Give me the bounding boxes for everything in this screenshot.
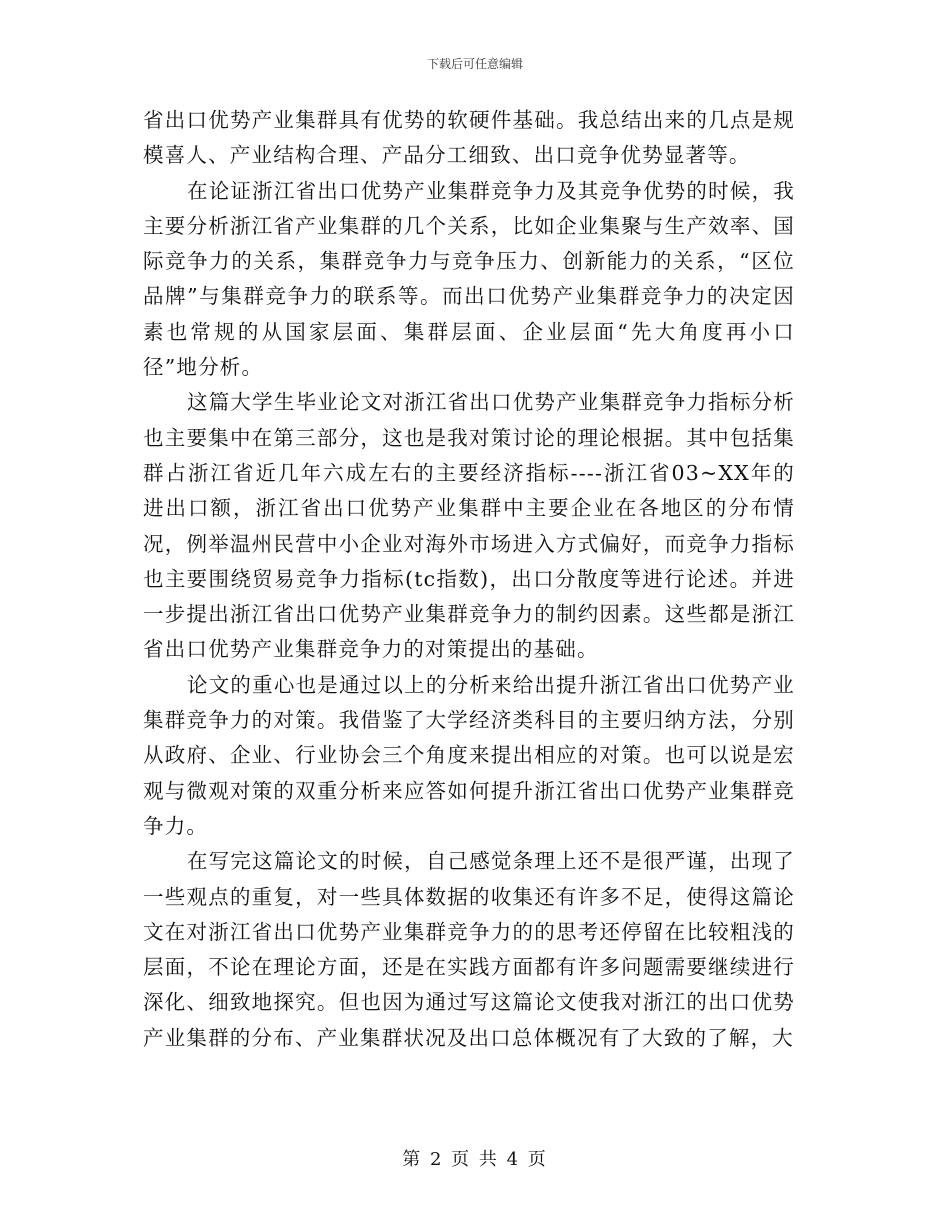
page-number: 第 2 页 共 4 页	[402, 1149, 548, 1170]
body-text	[143, 103, 795, 1056]
paragraph-4: 论文的重心也是通过以上的分析来给出提升浙江省出口优势产业集群竞争力的对策。我借鉴了大学经济类科目的主要归纳方法，分别从政府、企业、行业协会三个角度来提出相应的对策。也可以说是宏观与微观对策的双重分析来应答如何提升浙江省出口优势产业集群竞争力。	[143, 672, 795, 838]
paragraph-5: 在写完这篇论文的时候，自己感觉条理上还不是很严谨，出现了一些观点的重复，对一些具体数据的收集还有许多不足，使得这篇论文在对浙江省出口优势产业集群竞争力的的思考还停留在比较粗浅的层面，不论在理论方面，还是在实践方面都有许多问题需要继续进行深化、细致地探究。但也因为通过写这篇论文使我对浙江的出口优势产业集群的分布、产业集群状况及出口总体概况有了大致的了解，大	[143, 849, 795, 1050]
paragraph-3: 这篇大学生毕业论文对浙江省出口优势产业集群竞争力指标分析也主要集中在第三部分，这也是我对策讨论的理论根据。其中包括集群占浙江省近几年六成左右的主要经济指标----浙江省03~XX年的进出口额，浙江省出口优势产业集群中主要企业在各地区的分布情况，例举温州民营中小企业对海外市场进入方式偏好，而竞争力指标也主要围绕贸易竞争力指标(tc指数)，出口分散度等进行论述。并进一步提出浙江省出口优势产业集群竞争力的制约因素。这些都是浙江省出口优势产业集群竞争力的对策提出的基础。	[143, 390, 795, 662]
paragraph-1: 省出口优势产业集群具有优势的软硬件基础。我总结出来的几点是规模喜人、产业结构合理、产品分工细致、出口竞争优势显著等。	[143, 108, 795, 168]
paragraph-2: 在论证浙江省出口优势产业集群竞争力及其竞争优势的时候，我主要分析浙江省产业集群的几个关系，比如企业集聚与生产效率、国际竞争力的关系，集群竞争力与竞争压力、创新能力的关系，“区位品牌”与集群竞争力的联系等。而出口优势产业集群竞争力的决定因素也常规的从国家层面、集群层面、企业层面“先大角度再小口径”地分析。	[143, 178, 795, 380]
page-header-note: 下载后可任意编辑	[426, 57, 523, 71]
